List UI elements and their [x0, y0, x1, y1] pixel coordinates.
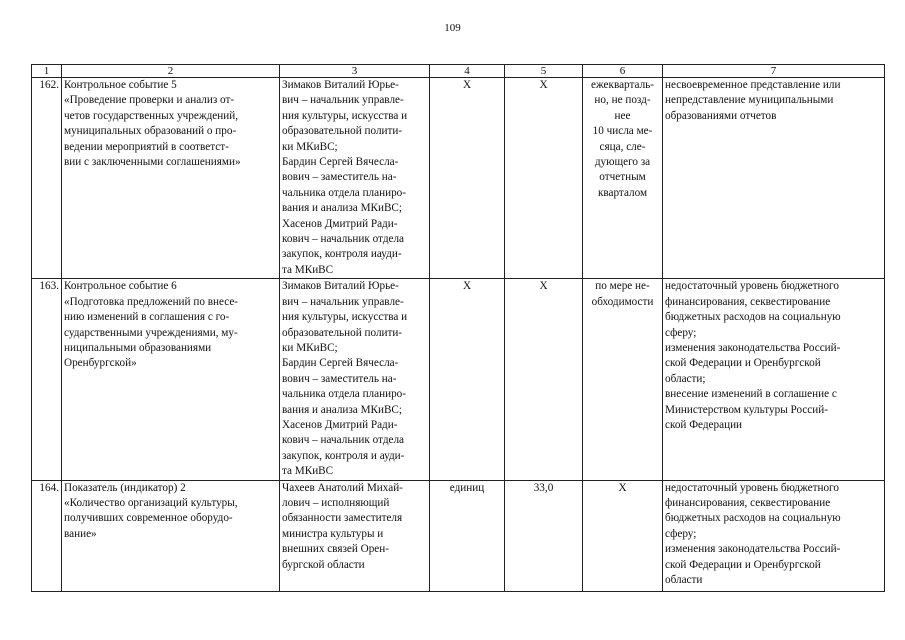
col5-cell: 33,0	[505, 480, 583, 591]
deadline-cell: по мере не- обходимости	[583, 279, 663, 480]
risk-cell: недостаточный уровень бюджетного финансирования, секвестирование бюджетных расходов на социальную сферу; изменения законодательства Россий- ской Федерации и Оренбургской области	[663, 480, 885, 591]
header-col-2: 2	[62, 65, 280, 78]
col5-cell: X	[505, 279, 583, 480]
row-number: 164.	[32, 480, 62, 591]
col4-cell: X	[430, 78, 505, 279]
header-col-7: 7	[663, 65, 885, 78]
risk-cell: несвоевременное представление или непредставление муниципальными образованиями отчетов	[663, 78, 885, 279]
event-cell: Контрольное событие 6 «Подготовка предложений по внесе- нию изменений в соглашения с го- сударственными учреждениями, му- ниципальными образованиями Оренбургской»	[62, 279, 280, 480]
event-cell: Контрольное событие 5 «Проведение проверки и анализ от- четов государственных учреждений, муниципальных образований о про- ведении мероприятий в соответст- вии с заключенными соглашениями»	[62, 78, 280, 279]
col6-cell: X	[583, 480, 663, 591]
header-col-1: 1	[32, 65, 62, 78]
table-row	[32, 78, 885, 279]
table-row	[32, 279, 885, 480]
row-number: 162.	[32, 78, 62, 279]
table-row	[32, 480, 885, 591]
header-col-4: 4	[430, 65, 505, 78]
responsible-cell: Чахеев Анатолий Михай- лович – исполняющий обязанности заместителя министра культуры и внешних связей Орен- бургской области	[280, 480, 430, 591]
col5-cell: X	[505, 78, 583, 279]
header-col-5: 5	[505, 65, 583, 78]
col4-cell: X	[430, 279, 505, 480]
row-number: 163.	[32, 279, 62, 480]
header-row	[32, 65, 885, 78]
responsible-cell: Зимаков Виталий Юрье- вич – начальник управле- ния культуры, искусства и образовательной полити- ки МКиВС; Бардин Сергей Вячесла- вович – заместитель на- чальника отдела планиро- вания и анализа МКиВС; Хасенов Дмитрий Ради- кович – начальник отдела закупок, контроля иауди- та МКиВС	[280, 78, 430, 279]
header-col-3: 3	[280, 65, 430, 78]
col4-cell: единиц	[430, 480, 505, 591]
responsible-cell: Зимаков Виталий Юрье- вич – начальник управле- ния культуры, искусства и образовательной полити- ки МКиВС; Бардин Сергей Вячесла- вович – заместитель на- чальника отдела планиро- вания и анализа МКиВС; Хасенов Дмитрий Ради- кович – начальник отдела закупок, контроля и ауди- та МКиВС	[280, 279, 430, 480]
page-number: 109	[444, 22, 461, 34]
deadline-cell: ежекварталь- но, не позд- нее 10 числа ме- сяца, сле- дующего за отчетным кварталом	[583, 78, 663, 279]
header-col-6: 6	[583, 65, 663, 78]
report-table	[31, 64, 885, 592]
risk-cell: недостаточный уровень бюджетного финансирования, секвестирование бюджетных расходов на социальную сферу; изменения законодательства Россий- ской Федерации и Оренбургской области; внесение изменений в соглашение с Министерством культуры Россий- ской Федерации	[663, 279, 885, 480]
event-cell: Показатель (индикатор) 2 «Количество организаций культуры, получивших современное оборудо- вание»	[62, 480, 280, 591]
